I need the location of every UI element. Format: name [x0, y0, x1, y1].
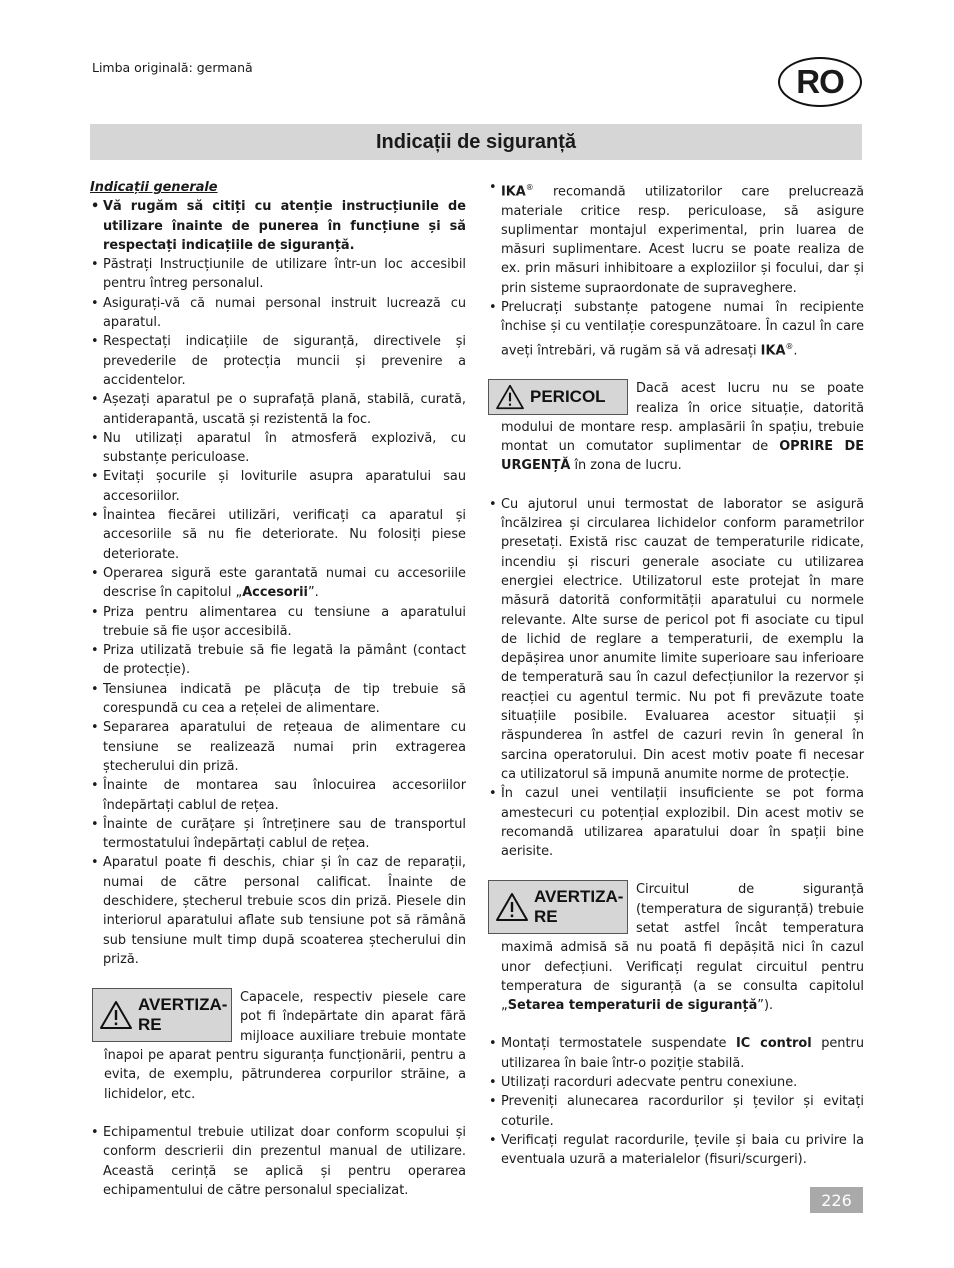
- list-item: • Vă rugăm să citiți cu atenție instrucțiunile de utilizare înainte de punerea în funcțiune și să respectați indicațiile de siguranță.: [90, 197, 466, 255]
- list-item: • Asigurați-vă că numai personal instruit lucrează cu aparatul.: [90, 294, 466, 333]
- list-item: • Păstrați Instrucțiunile de utilizare într-un loc accesibil pentru întreg personalul.: [90, 255, 466, 294]
- list-item: • Aparatul poate fi deschis, chiar și în caz de reparații, numai de către personal calificat. Înainte de deschidere, ștecherul trebuie scos din priză. Piesele din interiorul aparatului aflate sub tensiune pot să rămână sub tensiune mult timp după scoaterea ștecherului din priză.: [90, 853, 466, 969]
- warning-text-pre: Circuitul de siguranță (temperatura de siguranță) trebuie setat astfel încât temperatura maximă admisă să nu poată fi depășită nici în cazul unor defecțiuni. Verificați regulat circuitul pentru temperatura de siguranță (a se consulta capitolul „: [501, 882, 864, 1014]
- list-item: • Înainte de montarea sau înlocuirea accesoriilor îndepărtați cablul de rețea.: [90, 776, 466, 815]
- page-number: 226: [810, 1187, 863, 1213]
- ic-bold: IC control: [736, 1036, 812, 1052]
- pathogen-reg: ®: [785, 341, 794, 351]
- page-title: Indicații de siguranță: [375, 130, 577, 153]
- accessories-pre: Operarea sigură este garantată numai cu accesoriile descrise în capitolul „: [103, 565, 466, 601]
- list-item: • Cu ajutorul unui termostat de laborator se asigură încălzirea și circularea lichidelor conform parametrilor presetați. Există risc cauzat de temperaturile ridicate, incendiu și riscuri generale asociate cu utilizarea energiei electrice. Utilizatorul este protejat în mare măsură datorită conformității aparatului cu normele relevante. Alte surse de pericol pot fi asociate cu tipul de lichid de reglare a temperaturii, de exemplu la depășirea unor anumite limite superioare sau inferioare de temperatură sau în cazul defecțiunilor la rezervor și reacției cu agentul termic. Nu pot fi prevăzute toate situațiile posibile. Evaluarea acestor situații și răspunderea în astfel de cazuri revin în general în sarcina operatorului. Din acest motiv poate fi necesar ca utilizatorul să impună anumite norme de protecție.: [488, 495, 864, 784]
- list-item: • Respectați indicațiile de siguranță, directivele și prevederile de protecția muncii și prevenire a accidentelor.: [90, 332, 466, 390]
- warning-block: [90, 988, 466, 1104]
- warning-triangle-icon: [495, 892, 529, 922]
- list-item: • Preveniți alunecarea racordurilor și țevilor și evitați coturile.: [488, 1092, 864, 1131]
- danger-label: PERICOL: [530, 387, 606, 407]
- list-item: • Nu utilizați aparatul în atmosferă explozivă, cu substanțe periculoase.: [90, 429, 466, 468]
- list-item: • Separarea aparatului de rețeaua de alimentare cu tensiune se realizează numai prin extragerea ștecherului din priză.: [90, 718, 466, 776]
- danger-block: [488, 379, 864, 475]
- warning-triangle-icon: [99, 1000, 133, 1030]
- warning-label-1: AVERTIZA-: [534, 887, 624, 907]
- ic-pre: Montați termostatele suspendate: [501, 1036, 736, 1052]
- list-item: • În cazul unei ventilații insuficiente se pot forma amestecuri cu potențial explozibil. Din acest motiv se recomandă utilizarea aparatului doar în spații bine aerisite.: [488, 784, 864, 861]
- warning-bold: Setarea temperaturii de siguranță: [507, 998, 758, 1014]
- warning-text-post: ”).: [757, 998, 774, 1014]
- danger-bold: OPRIRE DE URGENȚĂ: [501, 439, 864, 474]
- list-item: • Tensiunea indicată pe plăcuța de tip trebuie să corespundă cu cea a rețelei de alimentare.: [90, 680, 466, 719]
- original-language-note: Limba originală: germană: [92, 60, 253, 75]
- warning-block: [488, 880, 864, 1015]
- list-item: • Verificați regulat racordurile, țevile și baia cu privire la eventuala uzură a materialelor (fisuri/scurgeri).: [488, 1131, 864, 1170]
- danger-label-box: [488, 379, 628, 415]
- pathogen-brand: IKA: [760, 342, 786, 358]
- language-badge: RO: [778, 57, 862, 107]
- right-column: [488, 178, 864, 1170]
- warning-label-1: AVERTIZA-: [138, 995, 228, 1015]
- ika-reg: ®: [525, 183, 534, 192]
- ika-text: recomandă utilizatorilor care prelucrează materiale critice resp. periculoase, să asigure suplimentar montajul experimental, prin luarea de măsuri suplimentare. Acest lucru se poate realiza de ex. prin măsuri inhibitoare a exploziilor și focului, dar și prin sisteme supraordonate de supraveghere.: [501, 184, 864, 296]
- list-item: • Utilizați racorduri adecvate pentru conexiune.: [488, 1073, 864, 1092]
- list-item: • Înainte de curățare și întreținere sau de transportul termostatului îndepărtați cablul de rețea.: [90, 815, 466, 854]
- pathogen-text: Prelucrați substanțe patogene numai în recipiente închise și cu ventilație corespunzătoare. În cazul în care aveți întrebări, vă rugăm să vă adresați: [501, 300, 864, 358]
- pathogen-end: .: [793, 342, 798, 358]
- list-item: [90, 564, 466, 603]
- list-item: [488, 298, 864, 360]
- list-item: • Priza utilizată trebuie să fie legată la pământ (contact de protecție).: [90, 641, 466, 680]
- list-item: [488, 1034, 864, 1073]
- ic-post: pentru utilizarea în baie într-o poziție stabilă.: [501, 1036, 864, 1071]
- warning-label-box: [488, 880, 628, 934]
- danger-text-post: în zona de lucru.: [570, 458, 682, 474]
- warning-label-2: RE: [534, 907, 558, 927]
- danger-text-pre: Dacă acest lucru nu se poate realiza în orice situație, datorită modului de montare resp. amplasării în spațiu, trebuie montat un comutator suplimentar de: [501, 381, 864, 455]
- list-item: • Echipamentul trebuie utilizat doar conform scopului și conform descrierii din prezentul manual de utilizare. Această cerință se aplică și pentru operarea echipamentului de către personalul specializat.: [90, 1123, 466, 1200]
- warning-label-2: RE: [138, 1015, 162, 1035]
- list-item: • Înaintea fiecărei utilizări, verificați ca aparatul și accesoriile să nu fie deteriorate. Nu folosiți piese deteriorate.: [90, 506, 466, 564]
- list-item: • Evitați șocurile și loviturile asupra aparatului sau accesoriilor.: [90, 467, 466, 506]
- warning-label-box: [92, 988, 232, 1042]
- list-item: • Priza pentru alimentarea cu tensiune a aparatului trebuie să fie ușor accesibilă.: [90, 603, 466, 642]
- ika-brand: IKA: [501, 184, 526, 200]
- title-bar: [90, 124, 862, 160]
- left-column: [90, 178, 466, 1200]
- accessories-post: ”.: [307, 585, 319, 601]
- section-title: Indicații generale: [90, 180, 218, 195]
- warning-triangle-icon: [495, 384, 525, 410]
- warning-text: Capacele, respectiv piesele care pot fi îndepărtate din aparat fără mijloace auxiliare trebuie montate înapoi pe aparat pentru siguranța funcționării, pentru a evita, de exemplu, pătrunderea corpurilor străine, a lichidelor, etc.: [104, 990, 466, 1102]
- list-item: • Așezați aparatul pe o suprafață plană, stabilă, curată, antiderapantă, uscată și rezistentă la foc.: [90, 390, 466, 429]
- list-item: [488, 178, 864, 298]
- accessories-bold: Accesorii: [242, 585, 308, 601]
